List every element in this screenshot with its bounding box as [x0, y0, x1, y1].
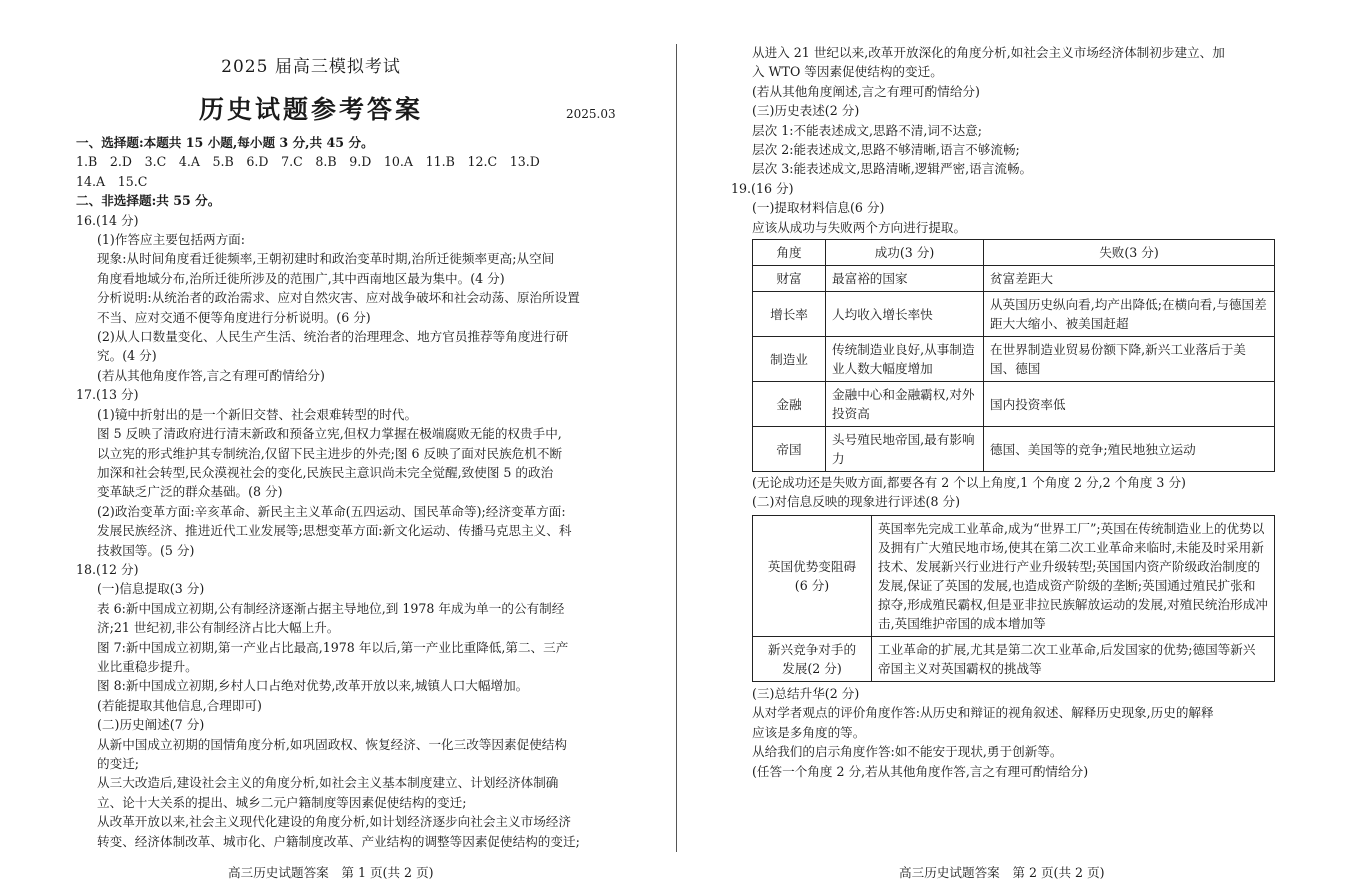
answer-line: 济;21 世纪初,非公有制经济占比大幅上升。: [97, 620, 340, 636]
answer-line: 分析说明:从统治者的政治需求、应对自然灾害、应对战争破坏和社会动荡、原治所设置: [97, 290, 580, 306]
answer-line: 从新中国成立初期的国情角度分析,如巩固政权、恢复经济、一化三改等因素促使结构: [97, 736, 567, 752]
answer-line: 入 WTO 等因素促使结构的变迁。: [752, 64, 943, 80]
answer-line: 变革缺乏广泛的群众基础。(8 分): [97, 484, 283, 500]
answer-line: 以立宪的形式维护其专制统治,仅留下民主进步的外壳;图 6 反映了面对民族危机不断: [97, 445, 563, 461]
success-failure-table: [752, 239, 1275, 472]
table-row: [753, 515, 1275, 636]
answer-line: 业比重稳步提升。: [97, 658, 198, 674]
answer-line: 19.(16 分): [731, 180, 794, 196]
answer-line: 从三大改造后,建设社会主义的角度分析,如社会主义基本制度建立、计划经济体制确: [97, 775, 559, 791]
answer-line: (三)总结升华(2 分): [752, 685, 860, 701]
table-cell: 德国、美国等的竞争;殖民地独立运动: [984, 427, 1275, 472]
table-cell: 从英国历史纵向看,均产出降低;在横向看,与德国差距大大缩小、被美国赶超: [984, 292, 1275, 337]
table-cell: 制造业: [753, 337, 826, 382]
table-cell: 人均收入增长率快: [826, 292, 984, 337]
answer-line: (一)提取材料信息(6 分): [752, 200, 885, 216]
answer-line: 从改革开放以来,社会主义现代化建设的角度分析,如计划经济逐步向社会主义市场经济: [97, 814, 571, 830]
answer-line: 不当、应对交通不便等角度进行分析说明。(6 分): [97, 309, 371, 325]
answer-line: 现象:从时间角度看迁徙频率,王朝初建时和政治变革时期,治所迁徙频率更高;从空间: [97, 251, 555, 267]
page-2-body: [731, 43, 1276, 781]
table-cell: 在世界制造业贸易份额下降,新兴工业落后于美国、德国: [984, 337, 1275, 382]
success-failure-table-body: [753, 266, 1275, 472]
table-header-row: [753, 240, 1275, 266]
answer-line: 层次 1:不能表述成文,思路不清,词不达意;: [752, 122, 983, 138]
row-label-cell: [753, 636, 872, 681]
table-cell: 贫富差距大: [984, 266, 1275, 292]
section-heading: 一、选择题:本题共 15 小题,每小题 3 分,共 45 分。: [76, 135, 374, 150]
answer-line: (若从其他角度作答,言之有理可酌情给分): [97, 367, 325, 383]
table-row: [753, 636, 1275, 681]
answer-line: (2)政治变革方面:辛亥革命、新民主主义革命(五四运动、国民革命等);经济变革方面:: [97, 503, 566, 519]
answer-line: (二)对信息反映的现象进行评述(8 分): [752, 494, 960, 510]
answer-line: 层次 3:能表述成文,思路清晰,逻辑严密,语言流畅。: [752, 161, 1033, 177]
exam-title: 2025 届高三模拟考试: [221, 57, 401, 77]
answer-line: 层次 2:能表述成文,思路不够清晰,语言不够流畅;: [752, 142, 1020, 158]
table-cell: 财富: [753, 266, 826, 292]
answer-line: (三)历史表述(2 分): [752, 103, 860, 119]
table-cell: 头号殖民地帝国,最有影响力: [826, 427, 984, 472]
answer-line: 17.(13 分): [76, 387, 139, 403]
answer-line: (一)信息提取(3 分): [97, 581, 205, 597]
answer-line: 16.(14 分): [76, 212, 139, 228]
answer-line: 14.A 15.C: [76, 173, 148, 189]
row-label: 新兴竞争对手的: [767, 641, 857, 657]
answer-line: 从给我们的启示角度作答:如不能安于现状,勇于创新等。: [752, 744, 1063, 760]
phenomenon-review-table: [752, 515, 1275, 682]
table-cell: 增长率: [753, 292, 826, 337]
answer-line: 立、论十大关系的提出、城乡二元户籍制度等因素促使结构的变迁;: [97, 794, 467, 810]
table-row: [753, 427, 1275, 472]
row-text-cell: 英国率先完成工业革命,成为“世界工厂”;英国在传统制造业上的优势以及拥有广大殖民地市场,使其在第二次工业革命来临时,未能及时采用新技术、发展新兴行业进行产业升级转型;英国国内资产阶级政治制度的发展,保证了英国的发展,也造成资产阶级的垄断;英国通过殖民扩张和掠夺,形成殖民霸权,但是亚非拉民族解放运动的发展,对殖民统治形成冲击,英国维护帝国的成本增加等: [872, 515, 1275, 636]
answer-line: 图 7:新中国成立初期,第一产业占比最高,1978 年以后,第一产业比重降低,第二、三产: [97, 639, 569, 655]
table-cell: 最富裕的国家: [826, 266, 984, 292]
answer-line: 图 5 反映了清政府进行清末新政和预备立宪,但权力掌握在极端腐败无能的权贵手中,: [97, 426, 562, 442]
answer-line: 1.B 2.D 3.C 4.A 5.B 6.D 7.C 8.B 9.D 10.A 11.B 12.C 13.D: [76, 154, 540, 170]
answer-line: 从对学者观点的评价角度作答:从历史和辩证的视角叙述、解释历史现象,历史的解释: [752, 705, 1214, 721]
page-2-top-lines: [731, 43, 1276, 237]
table-row: [753, 266, 1275, 292]
answer-line: (若能提取其他信息,合理即可): [97, 697, 262, 713]
answer-line: 表 6:新中国成立初期,公有制经济逐渐占据主导地位,到 1978 年成为单一的公有制经: [97, 600, 565, 616]
page-1-body: [76, 133, 621, 851]
answer-line: 加深和社会转型,民众漠视社会的变化,民族民主意识尚未完全觉醒,致使图 5 的政治: [97, 464, 554, 480]
footer-page-1: 高三历史试题答案 第 1 页(共 2 页): [228, 865, 434, 880]
answer-line: (1)镜中折射出的是一个新旧交替、社会艰难转型的时代。: [97, 406, 418, 422]
exam-date: 2025.03: [566, 107, 616, 121]
answer-line: 的变迁;: [97, 756, 140, 771]
row-label: (6 分): [794, 577, 830, 593]
answer-line: (2)从人口数量变化、人民生产生活、统治者的治理理念、地方官员推荐等角度进行研: [97, 329, 569, 345]
answer-line: 18.(12 分): [76, 561, 139, 577]
table-row: [753, 292, 1275, 337]
answer-line: 从进入 21 世纪以来,改革开放深化的角度分析,如社会主义市场经济体制初步建立、加: [752, 45, 1225, 60]
answer-line: (二)历史阐述(7 分): [97, 717, 205, 733]
answer-line: 发展民族经济、推进近代工业发展等;思想变革方面:新文化运动、传播马克思主义、科: [97, 523, 572, 539]
table-cell: 金融中心和金融霸权,对外投资高: [826, 382, 984, 427]
page-2-mid-lines: [752, 473, 1276, 512]
table-cell: 国内投资率低: [984, 382, 1275, 427]
table-cell: 帝国: [753, 427, 826, 472]
table-cell: 金融: [753, 382, 826, 427]
answer-line: 应该从成功与失败两个方向进行提取。: [752, 219, 967, 235]
answer-line: 转变、经济体制改革、城市化、户籍制度改革、产业结构的调整等因素促使结构的变迁;: [97, 833, 580, 849]
table-cell: 传统制造业良好,从事制造业人数大幅度增加: [826, 337, 984, 382]
row-label: 英国优势变阻碍: [767, 558, 857, 574]
answer-line: (1)作答应主要包括两方面:: [97, 232, 246, 248]
row-label: 发展(2 分): [782, 660, 842, 676]
answer-line: (任答一个角度 2 分,若从其他角度作答,言之有理可酌情给分): [752, 763, 1089, 779]
table-row: [753, 337, 1275, 382]
row-label-cell: [753, 515, 872, 636]
table-header-cell: 成功(3 分): [826, 240, 984, 266]
answer-line: 应该是多角度的等。: [752, 724, 866, 740]
table-header-cell: 失败(3 分): [984, 240, 1275, 266]
phenomenon-review-table-body: [753, 515, 1275, 681]
column-divider: [676, 44, 677, 852]
page-2-bottom-lines: [752, 684, 1276, 781]
footer-page-2: 高三历史试题答案 第 2 页(共 2 页): [899, 865, 1105, 880]
table-header-cell: 角度: [753, 240, 826, 266]
section-heading: 二、非选择题:共 55 分。: [76, 193, 221, 209]
answer-line: 图 8:新中国成立初期,乡村人口占绝对优势,改革开放以来,城镇人口大幅增加。: [97, 678, 529, 694]
answer-line: (若从其他角度阐述,言之有理可酌情给分): [752, 83, 980, 99]
answer-line: 技救国等。(5 分): [97, 542, 195, 558]
table-row: [753, 382, 1275, 427]
answer-line: (无论成功还是失败方面,都要各有 2 个以上角度,1 个角度 2 分,2 个角度 3 分): [752, 475, 1186, 491]
answer-line: 究。(4 分): [97, 348, 157, 364]
main-title: 历史试题参考答案: [198, 95, 423, 124]
answer-line: 角度看地域分布,治所迁徙所涉及的范围广,其中西南地区最为集中。(4 分): [97, 270, 505, 286]
row-text-cell: 工业革命的扩展,尤其是第二次工业革命,后发国家的优势;德国等新兴帝国主义对英国霸权的挑战等: [872, 636, 1275, 681]
